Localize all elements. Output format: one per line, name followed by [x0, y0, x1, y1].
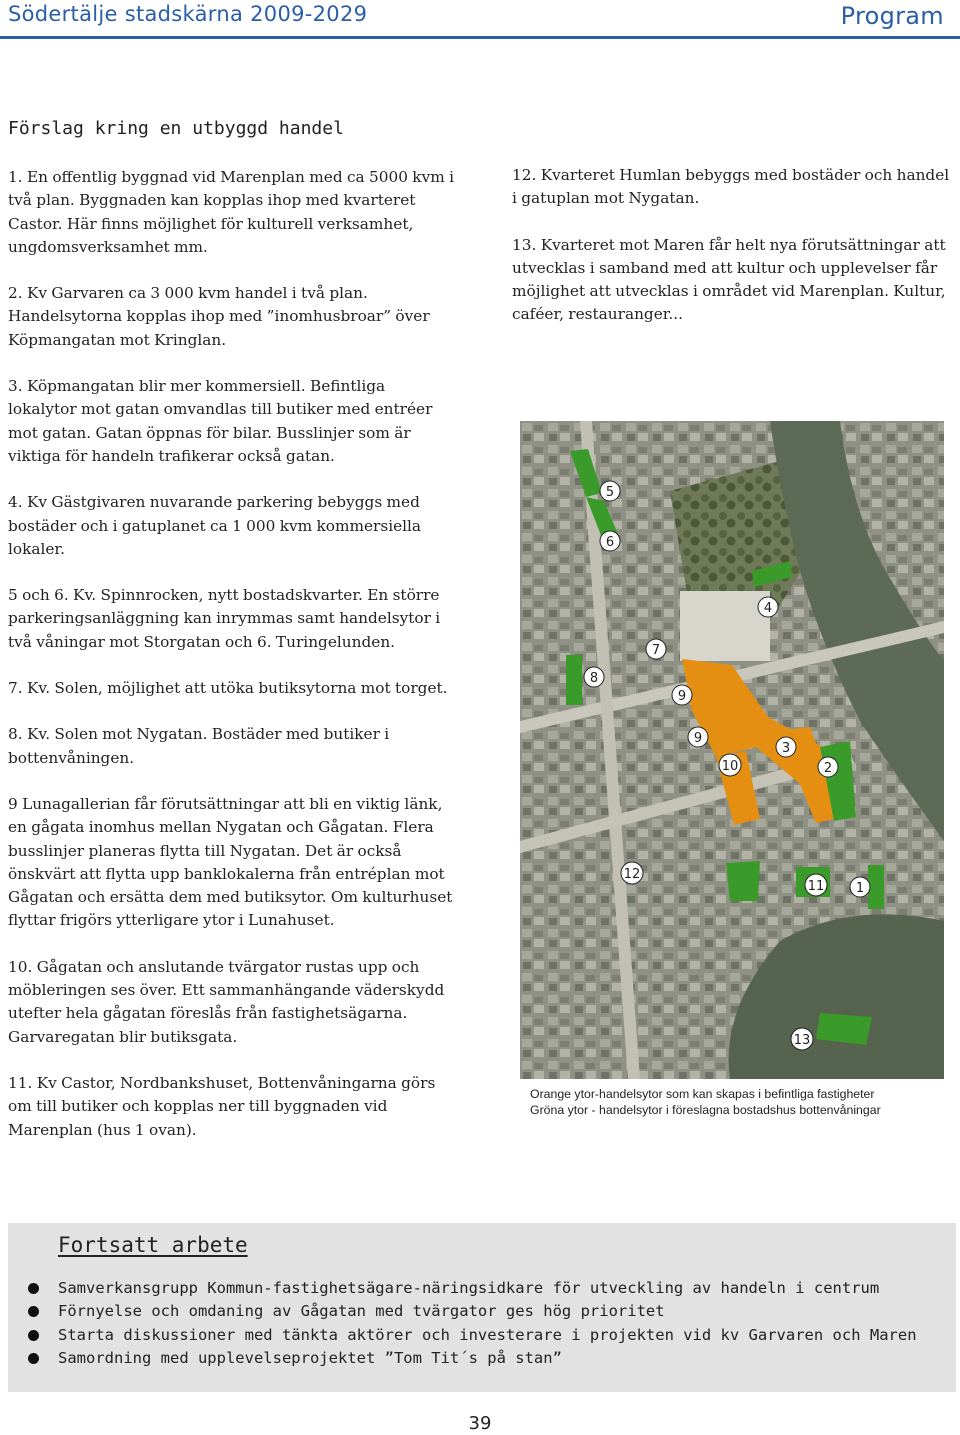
map-label-9a [672, 685, 692, 705]
list-item-text: Starta diskussioner med tänkta aktörer och investerare i projekten vid kv Garvaren och Maren [58, 1325, 917, 1344]
green-zone-12 [726, 861, 760, 901]
map-label-10 [719, 754, 741, 776]
map-label-text: 12 [623, 867, 641, 882]
legend-orange: Orange ytor-handelsytor som kan skapas i befintliga fastigheter [530, 1087, 875, 1101]
aerial-map-graphic [520, 421, 944, 1079]
map-label-text: 6 [605, 535, 615, 550]
map-label-text: 4 [763, 601, 773, 616]
map-label-text: 11 [807, 879, 825, 894]
square [680, 591, 773, 661]
document-header-title: Södertälje stadskärna 2009-2029 [8, 2, 368, 26]
list-item [28, 1277, 917, 1300]
bullet-icon [28, 1283, 39, 1294]
bullet-icon [28, 1306, 39, 1317]
map-label-13 [791, 1028, 813, 1050]
map-label-2 [818, 757, 838, 777]
map-label-4 [758, 597, 778, 617]
proposal-10: 10. Gågatan och anslutande tvärgator rustas upp och möbleringen ses över. Ett sammanhängande väderskydd utefter hela gågatan föreslås från fastighetsägarna. Garvaregatan blir butiksgata. [8, 957, 445, 1046]
map-label-text: 3 [781, 741, 791, 756]
map-label-text: 9 [693, 731, 703, 746]
bullet-icon [28, 1330, 39, 1341]
proposal-9: 9 Lunagallerian får förutsättningar att bli en viktig länk, en gågata inomhus mellan Nygatan och Gågatan. Flera busslinjer planeras flytta till Nygatan. Det är också önskvärt att flytta upp banklokalerna från entréplan mot Gågatan och ersätta dem med butiksytor. Om kulturhuset flyttar frigörs ytterligare ytor i Lunahuset. [8, 794, 453, 930]
list-item [28, 1324, 917, 1347]
proposal-12: 12. Kvarteret Humlan bebyggs med bostäder och handel i gatuplan mot Nygatan. [512, 166, 950, 208]
map-label-12 [621, 862, 643, 884]
map-legend [530, 1086, 881, 1118]
map-label-text: 7 [651, 643, 661, 658]
proposal-7: 7. Kv. Solen, möjlighet att utöka butiksytorna mot torget. [8, 679, 448, 698]
proposal-11: 11. Kv Castor, Nordbankshuset, Bottenvåningarna görs om till butiker och kopplas ner till byggnaden vid Marenplan (hus 1 ovan). [8, 1073, 436, 1139]
list-item-text: Förnyelse och omdaning av Gågatan med tvärgator ges hög prioritet [58, 1302, 665, 1321]
proposal-3: 3. Köpmangatan blir mer kommersiell. Befintliga lokalytor mot gatan omvandlas till butiker med entréer mot gatan. Gatan öppnas för bilar. Busslinjer som är viktiga för handeln trafikerar också gatan. [8, 377, 433, 465]
further-work-title: Fortsatt arbete [58, 1233, 248, 1257]
page-number: 39 [468, 1413, 492, 1434]
bullet-icon [28, 1353, 39, 1364]
map-label-8 [584, 667, 604, 687]
map-label-text: 1 [855, 881, 865, 896]
proposal-8: 8. Kv. Solen mot Nygatan. Bostäder med butiker i bottenvåningen. [8, 725, 390, 767]
map-label-text: 8 [589, 671, 599, 686]
legend-green: Gröna ytor - handelsytor i föreslagna bostadshus bottenvåningar [530, 1103, 881, 1117]
map-label-5 [600, 481, 620, 501]
map-label-text: 2 [823, 761, 833, 776]
proposal-4: 4. Kv Gästgivaren nuvarande parkering bebyggs med bostäder och i gatuplanet ca 1 000 kvm kommersiella lokaler. [8, 493, 422, 558]
header-rule [0, 36, 960, 39]
proposal-5-6: 5 och 6. Kv. Spinnrocken, nytt bostadskvarter. En större parkeringsanläggning kan inrymmas samt handelsytor i två våningar mot Storgatan och 6. Turingelunden. [8, 586, 441, 651]
map-label-text: 9 [677, 689, 687, 704]
further-work-list [28, 1277, 917, 1370]
map-label-7 [646, 639, 666, 659]
map-label-3 [776, 737, 796, 757]
map-label-9b [688, 727, 708, 747]
green-zone-8 [566, 655, 582, 705]
map-label-text: 10 [721, 759, 739, 774]
proposal-13: 13. Kvarteret mot Maren får helt nya förutsättningar att utvecklas i samband med att kultur och upplevelser får möjlighet att utvecklas i området vid Marenplan. Kultur, caféer, restauranger... [512, 235, 946, 324]
document-header-section: Program [840, 2, 944, 30]
further-work-box [8, 1223, 956, 1392]
list-item [28, 1300, 917, 1323]
list-item-text: Samverkansgrupp Kommun-fastighetsägare-näringsidkare för utveckling av handeln i centrum [58, 1279, 880, 1297]
map-label-text: 5 [605, 485, 615, 500]
right-column [512, 164, 958, 350]
map-label-11 [805, 874, 827, 896]
proposal-1: 1. En offentlig byggnad vid Marenplan med ca 5000 kvm i två plan. Byggnaden kan kopplas ihop med kvarteret Castor. Här finns möjlighet för kulturell verksamhet, ungdomsverksamhet mm. [8, 168, 454, 256]
map-label-1 [850, 877, 870, 897]
map-label-6 [600, 531, 620, 551]
list-item [28, 1347, 917, 1370]
aerial-map [520, 421, 944, 1079]
proposal-2: 2. Kv Garvaren ca 3 000 kvm handel i två plan. Handelsytorna kopplas ihop med ”inomhusbroar” över Köpmangatan mot Kringlan. [8, 284, 430, 349]
section-title: Förslag kring en utbyggd handel [8, 118, 344, 139]
list-item-text: Samordning med upplevelseprojektet ”Tom Tit´s på stan” [58, 1348, 562, 1367]
left-column [8, 166, 456, 1165]
map-label-text: 13 [793, 1033, 811, 1048]
